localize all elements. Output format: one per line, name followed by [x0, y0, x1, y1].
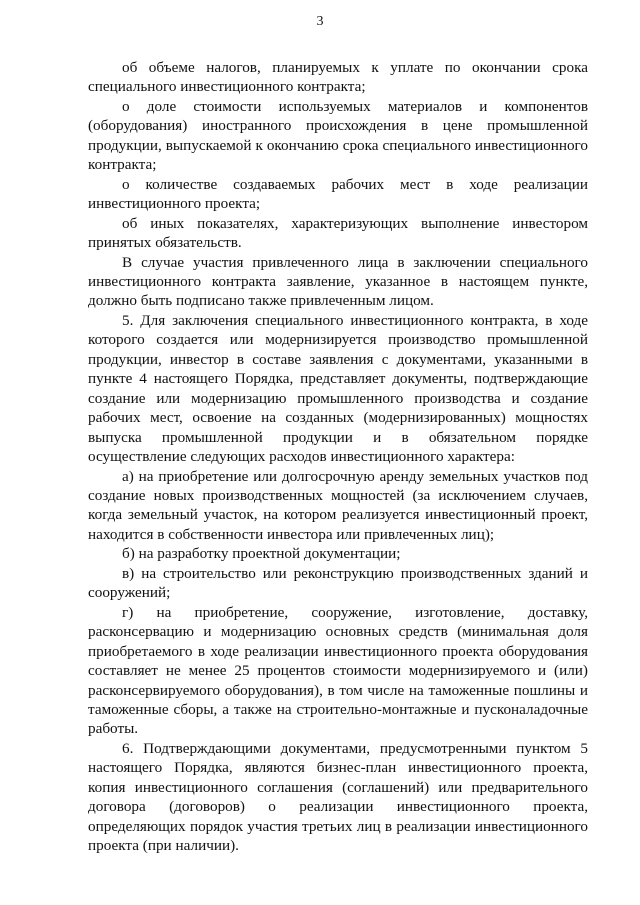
- paragraph-attracted-person: В случае участия привлеченного лица в заключении специального инвестиционного контракта заявление, указанное в настоящем пункте, должно быть подписано также привлеченным лицом.: [88, 253, 588, 310]
- list-item-v: в) на строительство или реконструкцию производственных зданий и сооружений;: [88, 564, 588, 602]
- list-item-g: г) на приобретение, сооружение, изготовление, доставку, расконсервацию и модернизацию основных средств (минимальная доля приобретаемого в ходе реализации инвестиционного проекта оборудования составляет не менее 25 процентов стоимости модернизируемого и (или) расконсервируемого оборудования), в том числе на таможенные пошлины и таможенные сборы, а также на строительно-монтажные и пусконаладочные работы.: [88, 603, 588, 738]
- list-item-a: а) на приобретение или долгосрочную аренду земельных участков под создание новых производственных мощностей (за исключением случаев, когда земельный участок, на котором реализуется инвестиционный проект, находится в собственности инвестора или привлеченных лиц);: [88, 467, 588, 543]
- document-body: [88, 58, 588, 856]
- paragraph-other-indicators: об иных показателях, характеризующих выполнение инвестором принятых обязательств.: [88, 214, 588, 252]
- page-number: 3: [316, 14, 324, 29]
- paragraph-clause-6: 6. Подтверждающими документами, предусмотренными пунктом 5 настоящего Порядка, являются бизнес-план инвестиционного проекта, копия инвестиционного соглашения (соглашений) или предварительного договора (договоров) о реализации инвестиционного проекта, определяющих порядок участия третьих лиц в реализации инвестиционного проекта (при наличии).: [88, 739, 588, 855]
- paragraph-jobs: о количестве создаваемых рабочих мест в ходе реализации инвестиционного проекта;: [88, 175, 588, 213]
- paragraph-clause-5: 5. Для заключения специального инвестиционного контракта, в ходе которого создается или модернизируется производство промышленной продукции, инвестор в составе заявления с документами, указанными в пункте 4 настоящего Порядка, представляет документы, подтверждающие создание или модернизацию промышленного производства и создание рабочих мест, освоение на созданных (модернизированных) мощностях выпуска промышленной продукции и в обязательном порядке осуществление следующих расходов инвестиционного характера:: [88, 311, 588, 466]
- paragraph-foreign-share: о доле стоимости используемых материалов и компонентов (оборудования) иностранного происхождения в цене промышленной продукции, выпускаемой к окончанию срока специального инвестиционного контракта;: [88, 97, 588, 174]
- list-item-b: б) на разработку проектной документации;: [122, 545, 401, 563]
- paragraph-taxes: об объеме налогов, планируемых к уплате по окончании срока специального инвестиционного контракта;: [88, 59, 588, 96]
